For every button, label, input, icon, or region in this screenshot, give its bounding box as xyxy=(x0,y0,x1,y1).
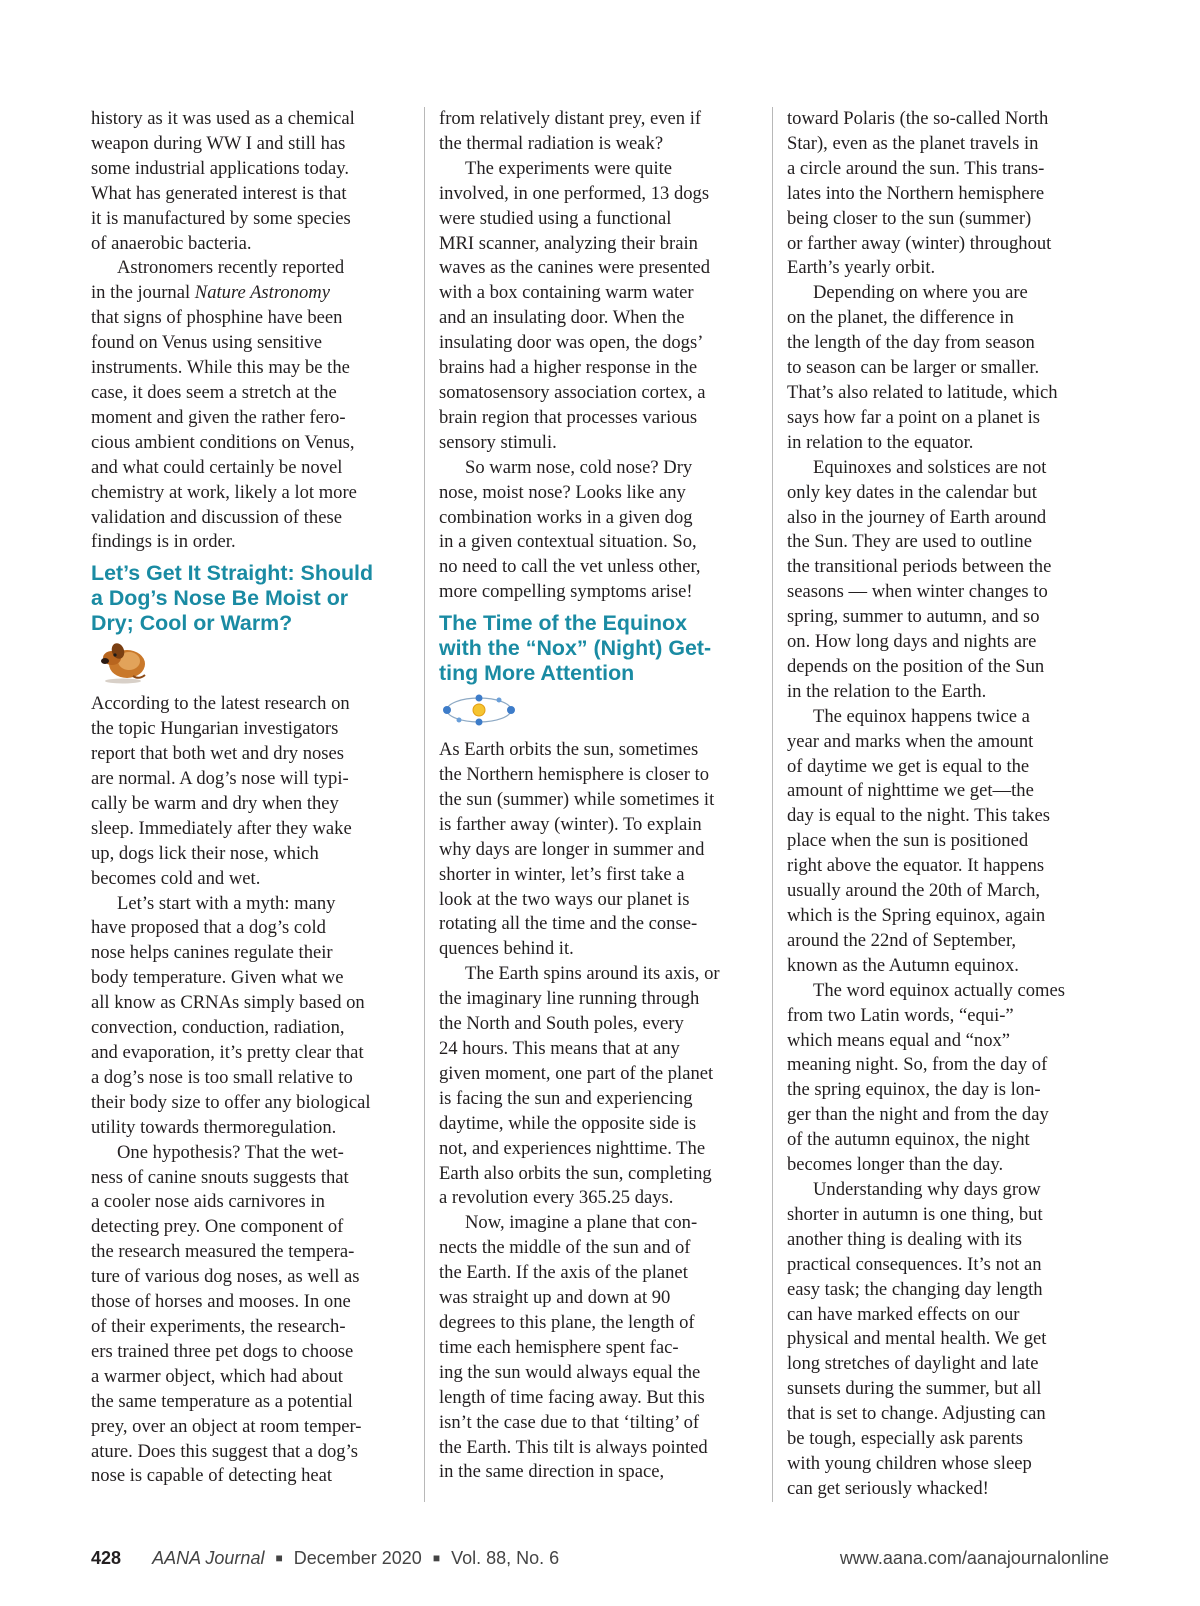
volume-number: Vol. 88, No. 6 xyxy=(451,1548,560,1568)
page-footer xyxy=(91,1548,1109,1572)
paragraph: Now, imagine a plane that con- nects the middle of the sun and of the Earth. If the axis of the planet was straight up and down at 90 degrees to this plane, the length of time each hemisphere spent fac- ing the sun would always equal the length of time facing away. But this isn’t the case due to that ‘tilting’ of the Earth. This tilt is always pointed in the same direction in space, xyxy=(439,1212,708,1483)
paragraph: from relatively distant prey, even if the thermal radiation is weak? xyxy=(439,108,702,154)
column-divider xyxy=(772,107,773,1502)
journal-url-link[interactable]: www.aana.com/aanajournalonline xyxy=(839,1548,1109,1568)
paragraph: history as it was used as a chemical weapon during WW I and still has some industrial applications today. What has generated interest is that it is manufactured by some species of anaerobic bacteria. xyxy=(91,108,355,254)
paragraph: Depending on where you are on the planet, the difference in the length of the day from season to season can be larger or smaller. That’s also related to latitude, which says how far a point on a planet is in relation to the equator. xyxy=(787,282,1058,453)
separator-icon: ■ xyxy=(432,1551,441,1565)
dog-illustration-icon xyxy=(93,640,157,684)
paragraph: One hypothesis? That the wet- ness of canine snouts suggests that a cooler nose aids carnivores in detecting prey. One component of the research measured the tempera- ture of various dog noses, as well as those of horses and mooses. In one of their experiments, the research- ers trained three pet dogs to choose a warmer object, which had about the same temperature as a potential prey, over an object at room temper- ature. Does this suggest that a dog’s nose is capable of detecting heat xyxy=(91,1141,362,1487)
earth-orbit-illustration-icon xyxy=(441,690,517,730)
page-number: 428 xyxy=(91,1548,122,1568)
journal-title: AANA Journal xyxy=(152,1548,265,1568)
column-2 xyxy=(439,107,759,1485)
paragraph: As Earth orbits the sun, sometimes the Northern hemisphere is closer to the sun (summer) while sometimes it is farther away (winter). To explain why days are longer in summer and shorter in winter, let’s first take a look at the two ways our planet is rotating all the time and the conse- quences behind it. xyxy=(439,739,715,960)
journal-name: Nature Astronomy xyxy=(194,282,330,304)
paragraph: The equinox happens twice a year and marks when the amount of daytime we get is equal to the amount of nighttime we get—the day is equal to the night. This takes place when the sun is positioned right above the equator. It happens usually around the 20th of March, which is the Spring equinox, again around the 22nd of September, known as the Autumn equinox. xyxy=(787,705,1051,976)
paragraph: Understanding why days grow shorter in autumn is one thing, but another thing is dealing with its practical consequences. It’s not an easy task; the changing day length can have marked effects on our physical and mental health. We get long stretches of daylight and late sunsets during the summer, but all that is set to change. Adjusting can be tough, especially ask parents with young children whose sleep can get seriously whacked! xyxy=(787,1178,1047,1499)
paragraph: So warm nose, cold nose? Dry nose, moist nose? Looks like any combination works in a given dog in a given contextual situation. So, no need to call the vet unless other, more compelling symptoms arise! xyxy=(439,456,701,603)
paragraph: Equinoxes and solstices are not only key dates in the calendar but also in the journey of Earth around the Sun. They are used to outline the transitional periods between the seasons — when winter changes to spring, summer to autumn, and so on. How long days and nights are depends on the position of the Sun in the relation to the Earth. xyxy=(787,456,1052,702)
section-heading-equinox: The Time of the Equinox with the “Nox” (Night) Get- ting More Attention xyxy=(439,611,712,686)
paragraph: toward Polaris (the so-called North Star), even as the planet travels in a circle around the sun. This trans- lates into the Northern hemisphere being closer to the sun (summer) or farther away (winter) throughout Earth’s yearly orbit. xyxy=(787,108,1052,279)
paragraph-text: that signs of phosphine have been found on Venus using sensitive instruments. While this may be the case, it does seem a stretch at the moment and given the rather fero- cious ambient conditions on Venus, and what could certainly be novel chemistry at work, likely a lot more validation and discussion of these findings is in order. xyxy=(91,307,357,553)
separator-icon: ■ xyxy=(275,1551,283,1565)
paragraph-text: Astronomers recently reported in the journal xyxy=(91,257,345,304)
issue-date: December 2020 xyxy=(293,1548,422,1568)
paragraph: According to the latest research on the topic Hungarian investigators report that both wet and dry noses are normal. A dog’s nose will typi- cally be warm and dry when they sleep. Immediately after they wake up, dogs lick their nose, which becomes cold and wet. xyxy=(91,693,352,889)
paragraph: The Earth spins around its axis, or the imaginary line running through the North and South poles, every 24 hours. This means that at any given moment, one part of the planet is facing the sun and experiencing daytime, while the opposite side is not, and experiences nighttime. The Earth also orbits the sun, completing a revolution every 365.25 days. xyxy=(439,963,720,1209)
column-1 xyxy=(91,107,406,1489)
column-divider xyxy=(424,107,425,1502)
paragraph: The experiments were quite involved, in one performed, 13 dogs were studied using a functional MRI scanner, analyzing their brain waves as the canines were presented with a box containing warm water and an insulating door. When the insulating door was open, the dogs’ brains had a higher response in the somatosensory association cortex, a brain region that processes various sensory stimuli. xyxy=(439,157,711,453)
section-heading-dog-nose: Let’s Get It Straight: Should a Dog’s Nose Be Moist or Dry; Cool or Warm? xyxy=(91,561,374,636)
paragraph xyxy=(91,256,406,555)
column-3 xyxy=(787,107,1107,1502)
paragraph: The word equinox actually comes from two Latin words, “equi-” which means equal and “nox” meaning night. So, from the day of the spring equinox, the day is lon- ger than the night and from the day of the autumn equinox, the night becomes longer than the day. xyxy=(787,979,1065,1176)
paragraph: Let’s start with a myth: many have proposed that a dog’s cold nose helps canines regulate their body temperature. Given what we all know as CRNAs simply based on convection, conduction, radiation, and evaporation, it’s pretty clear that a dog’s nose is too small relative to their body size to offer any biological utility towards thermoregulation. xyxy=(91,892,371,1138)
